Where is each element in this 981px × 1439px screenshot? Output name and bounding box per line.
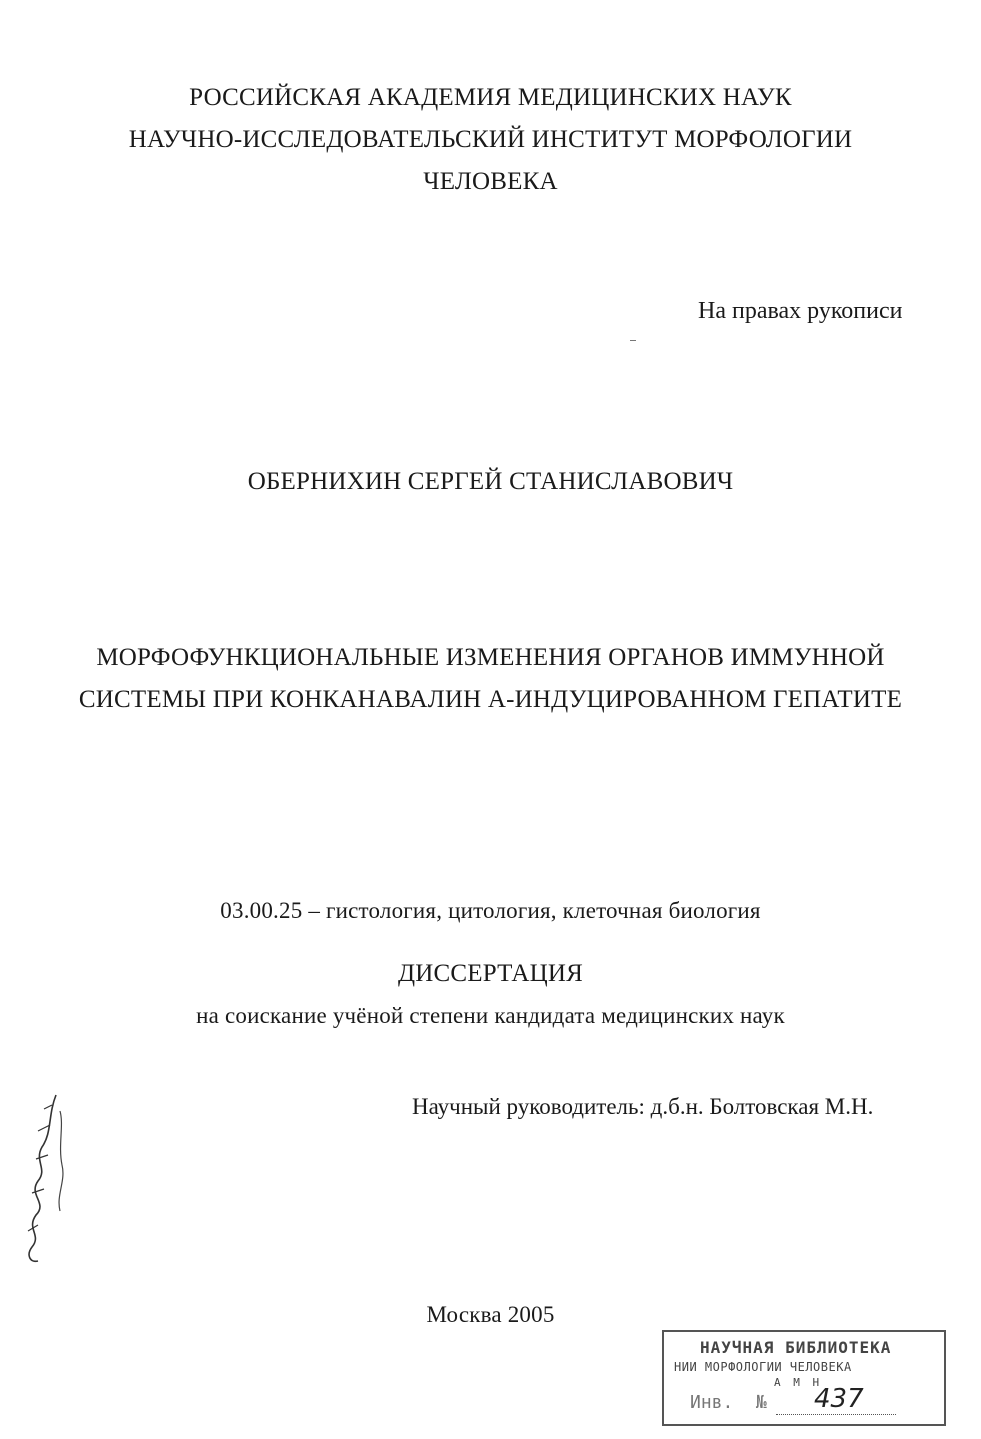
stamp-number-sign: № <box>756 1392 767 1413</box>
scan-speck <box>630 340 636 341</box>
degree-line: на соискание учёной степени кандидата медицинских наук <box>196 1003 785 1028</box>
library-stamp <box>662 1330 946 1426</box>
specialty-code: 03.00.25 – гистология, цитология, клеточная биология <box>220 898 761 923</box>
stamp-academy-abbr: А М Н <box>774 1376 823 1389</box>
city-year: Москва 2005 <box>426 1302 555 1327</box>
header-line-institute-cont: ЧЕЛОВЕКА <box>423 168 558 195</box>
stamp-institute-name: НИИ МОРФОЛОГИИ ЧЕЛОВЕКА <box>674 1360 852 1374</box>
rights-note: На правах рукописи <box>698 298 903 324</box>
thesis-title-line1: МОРФОФУНКЦИОНАЛЬНЫЕ ИЗМЕНЕНИЯ ОРГАНОВ ИММУННОЙ <box>96 644 885 671</box>
signature-icon <box>8 1085 78 1270</box>
stamp-inventory-label: Инв. <box>690 1392 734 1413</box>
header-line-academy: РОССИЙСКАЯ АКАДЕМИЯ МЕДИЦИНСКИХ НАУК <box>189 84 792 111</box>
stamp-number-underline <box>776 1414 896 1415</box>
author-name: ОБЕРНИХИН СЕРГЕЙ СТАНИСЛАВОВИЧ <box>247 468 734 495</box>
document-type: ДИССЕРТАЦИЯ <box>397 960 583 987</box>
stamp-inventory-number: 437 <box>814 1384 864 1414</box>
header-line-institute: НАУЧНО-ИССЛЕДОВАТЕЛЬСКИЙ ИНСТИТУТ МОРФОЛОГИИ <box>128 126 853 153</box>
supervisor: Научный руководитель: д.б.н. Болтовская М.Н. <box>412 1094 874 1119</box>
stamp-library-name: НАУЧНАЯ БИБЛИОТЕКА <box>700 1338 892 1357</box>
thesis-title-line2: СИСТЕМЫ ПРИ КОНКАНАВАЛИН А-ИНДУЦИРОВАННОМ ГЕПАТИТЕ <box>78 686 903 713</box>
